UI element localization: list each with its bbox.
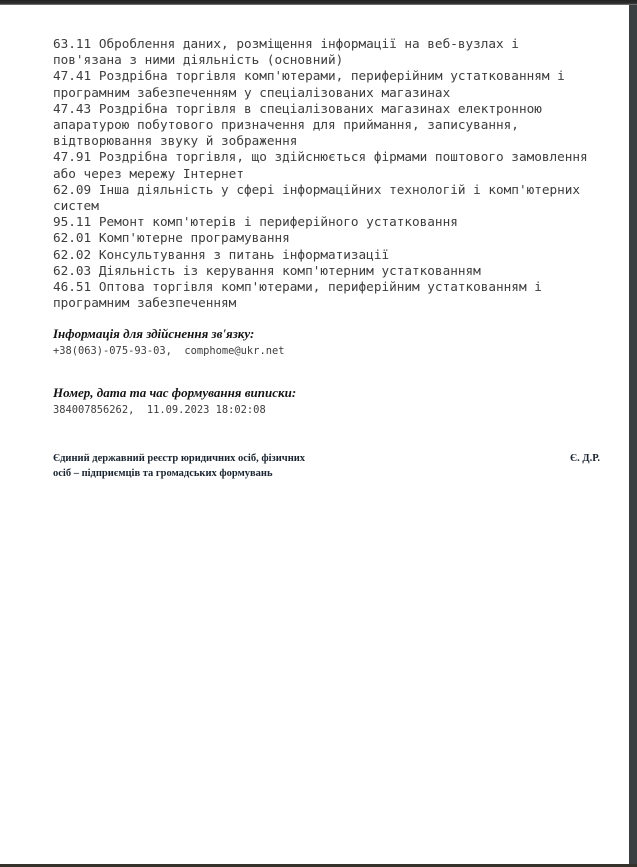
activity-item: 46.51 Оптова торгівля комп'ютерами, периферійним устаткованням і програмним забезпеченням	[53, 279, 542, 311]
extract-info-section	[53, 385, 594, 417]
activity-item: 47.41 Роздрібна торгівля комп'ютерами, периферійним устаткованням і програмним забезпеченням у спеціалізованих магазинах	[53, 68, 565, 100]
activity-item: 63.11 Оброблення даних, розміщення інформації на веб-вузлах і пов'язана з ними діяльність (основний)	[53, 36, 519, 68]
contact-info-heading: Інформація для здійснення зв'язку:	[53, 326, 255, 341]
activity-item: 62.02 Консультування з питань інформатизації	[53, 246, 390, 262]
contact-info-value: +38(063)-075-93-03, comphome@ukr.net	[53, 345, 285, 357]
viewer-top-edge	[0, 0, 637, 5]
activity-item: 47.43 Роздрібна торгівля в спеціалізованих магазинах електронною апаратурою побутового призначення для приймання, записування, відтворювання звуку й зображення	[53, 100, 542, 149]
activity-item: 62.01 Комп'ютерне програмування	[53, 230, 290, 246]
extract-info-value: 384007856262, 11.09.2023 18:02:08	[53, 404, 266, 416]
contact-info-section	[53, 326, 594, 358]
registry-abbreviation: Є. Д.Р.	[570, 453, 600, 464]
extract-info-heading: Номер, дата та час формування виписки:	[53, 385, 297, 400]
activity-item: 62.03 Діяльність із керування комп'ютерним устаткованням	[53, 262, 481, 278]
page-footer	[53, 452, 600, 481]
activity-item: 62.09 Інша діяльність у сфері інформаційних технологій і комп'ютерних систем	[53, 181, 581, 214]
registry-name-line1: Єдиний державний реєстр юридичних осіб, фізичних	[53, 453, 306, 464]
activity-item: 47.91 Роздрібна торгівля, що здійснюється фірмами поштового замовлення або через мережу Інтернет	[53, 149, 588, 181]
activity-item: 95.11 Ремонт комп'ютерів і периферійного устатковання	[53, 214, 458, 230]
viewer-right-edge	[629, 0, 637, 867]
registry-name	[53, 452, 305, 481]
activity-code-list	[53, 36, 594, 311]
registry-name-line2: осіб – підприємців та громадських формувань	[53, 467, 273, 479]
